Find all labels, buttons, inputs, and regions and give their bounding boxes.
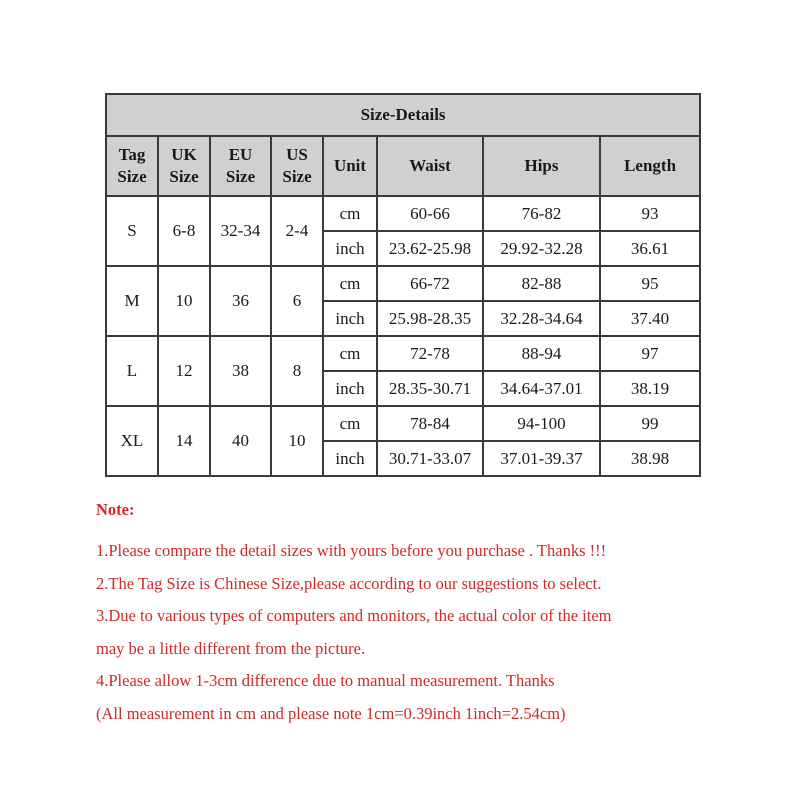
hips-cell: 29.92-32.28 bbox=[483, 231, 600, 266]
length-cell: 38.98 bbox=[600, 441, 700, 476]
table-row bbox=[106, 336, 700, 371]
length-cell: 95 bbox=[600, 266, 700, 301]
waist-cell: 30.71-33.07 bbox=[377, 441, 483, 476]
unit-cell: cm bbox=[323, 336, 377, 371]
note-line-3: 3.Due to various types of computers and monitors, the actual color of the item bbox=[96, 606, 612, 625]
table-title: Size-Details bbox=[106, 94, 700, 136]
tag-size-cell: M bbox=[106, 266, 158, 336]
waist-cell: 28.35-30.71 bbox=[377, 371, 483, 406]
header-us-size: US Size bbox=[271, 136, 323, 196]
uk-size-cell: 10 bbox=[158, 266, 210, 336]
eu-size-cell: 40 bbox=[210, 406, 271, 476]
eu-size-cell: 38 bbox=[210, 336, 271, 406]
us-size-cell: 8 bbox=[271, 336, 323, 406]
tag-size-cell: XL bbox=[106, 406, 158, 476]
note-line-4: 4.Please allow 1-3cm difference due to manual measurement. Thanks bbox=[96, 671, 555, 690]
table-row bbox=[106, 266, 700, 301]
header-unit: Unit bbox=[323, 136, 377, 196]
length-cell: 36.61 bbox=[600, 231, 700, 266]
header-tag-size: Tag Size bbox=[106, 136, 158, 196]
eu-size-cell: 32-34 bbox=[210, 196, 271, 266]
hips-cell: 94-100 bbox=[483, 406, 600, 441]
waist-cell: 66-72 bbox=[377, 266, 483, 301]
unit-cell: cm bbox=[323, 196, 377, 231]
hips-cell: 32.28-34.64 bbox=[483, 301, 600, 336]
note-line-3-continued: may be a little different from the picture. bbox=[96, 638, 366, 658]
hips-cell: 34.64-37.01 bbox=[483, 371, 600, 406]
unit-cell: inch bbox=[323, 301, 377, 336]
uk-size-cell: 6-8 bbox=[158, 196, 210, 266]
table-row bbox=[106, 406, 700, 441]
notes-title: Note: bbox=[96, 500, 135, 519]
waist-cell: 60-66 bbox=[377, 196, 483, 231]
header-eu-size: EU Size bbox=[210, 136, 271, 196]
waist-cell: 23.62-25.98 bbox=[377, 231, 483, 266]
size-details-table bbox=[105, 93, 701, 477]
table-row bbox=[106, 196, 700, 231]
note-line-2: 2.The Tag Size is Chinese Size,please according to our suggestions to select. bbox=[96, 573, 602, 593]
note-line-1: 1.Please compare the detail sizes with yours before you purchase . Thanks !!! bbox=[96, 541, 607, 560]
unit-cell: inch bbox=[323, 231, 377, 266]
waist-cell: 25.98-28.35 bbox=[377, 301, 483, 336]
uk-size-cell: 14 bbox=[158, 406, 210, 476]
length-cell: 38.19 bbox=[600, 371, 700, 406]
unit-cell: cm bbox=[323, 266, 377, 301]
us-size-cell: 2-4 bbox=[271, 196, 323, 266]
length-cell: 97 bbox=[600, 336, 700, 371]
unit-cell: cm bbox=[323, 406, 377, 441]
unit-cell: inch bbox=[323, 371, 377, 406]
length-cell: 93 bbox=[600, 196, 700, 231]
hips-cell: 37.01-39.37 bbox=[483, 441, 600, 476]
waist-cell: 78-84 bbox=[377, 406, 483, 441]
unit-cell: inch bbox=[323, 441, 377, 476]
tag-size-cell: S bbox=[106, 196, 158, 266]
header-length: Length bbox=[600, 136, 700, 196]
note-line-measurement: (All measurement in cm and please note 1cm=0.39inch 1inch=2.54cm) bbox=[96, 703, 566, 723]
hips-cell: 82-88 bbox=[483, 266, 600, 301]
header-waist: Waist bbox=[377, 136, 483, 196]
header-uk-size: UK Size bbox=[158, 136, 210, 196]
length-cell: 37.40 bbox=[600, 301, 700, 336]
hips-cell: 88-94 bbox=[483, 336, 600, 371]
us-size-cell: 6 bbox=[271, 266, 323, 336]
tag-size-cell: L bbox=[106, 336, 158, 406]
us-size-cell: 10 bbox=[271, 406, 323, 476]
notes-section bbox=[96, 499, 736, 730]
waist-cell: 72-78 bbox=[377, 336, 483, 371]
uk-size-cell: 12 bbox=[158, 336, 210, 406]
eu-size-cell: 36 bbox=[210, 266, 271, 336]
length-cell: 99 bbox=[600, 406, 700, 441]
header-hips: Hips bbox=[483, 136, 600, 196]
hips-cell: 76-82 bbox=[483, 196, 600, 231]
